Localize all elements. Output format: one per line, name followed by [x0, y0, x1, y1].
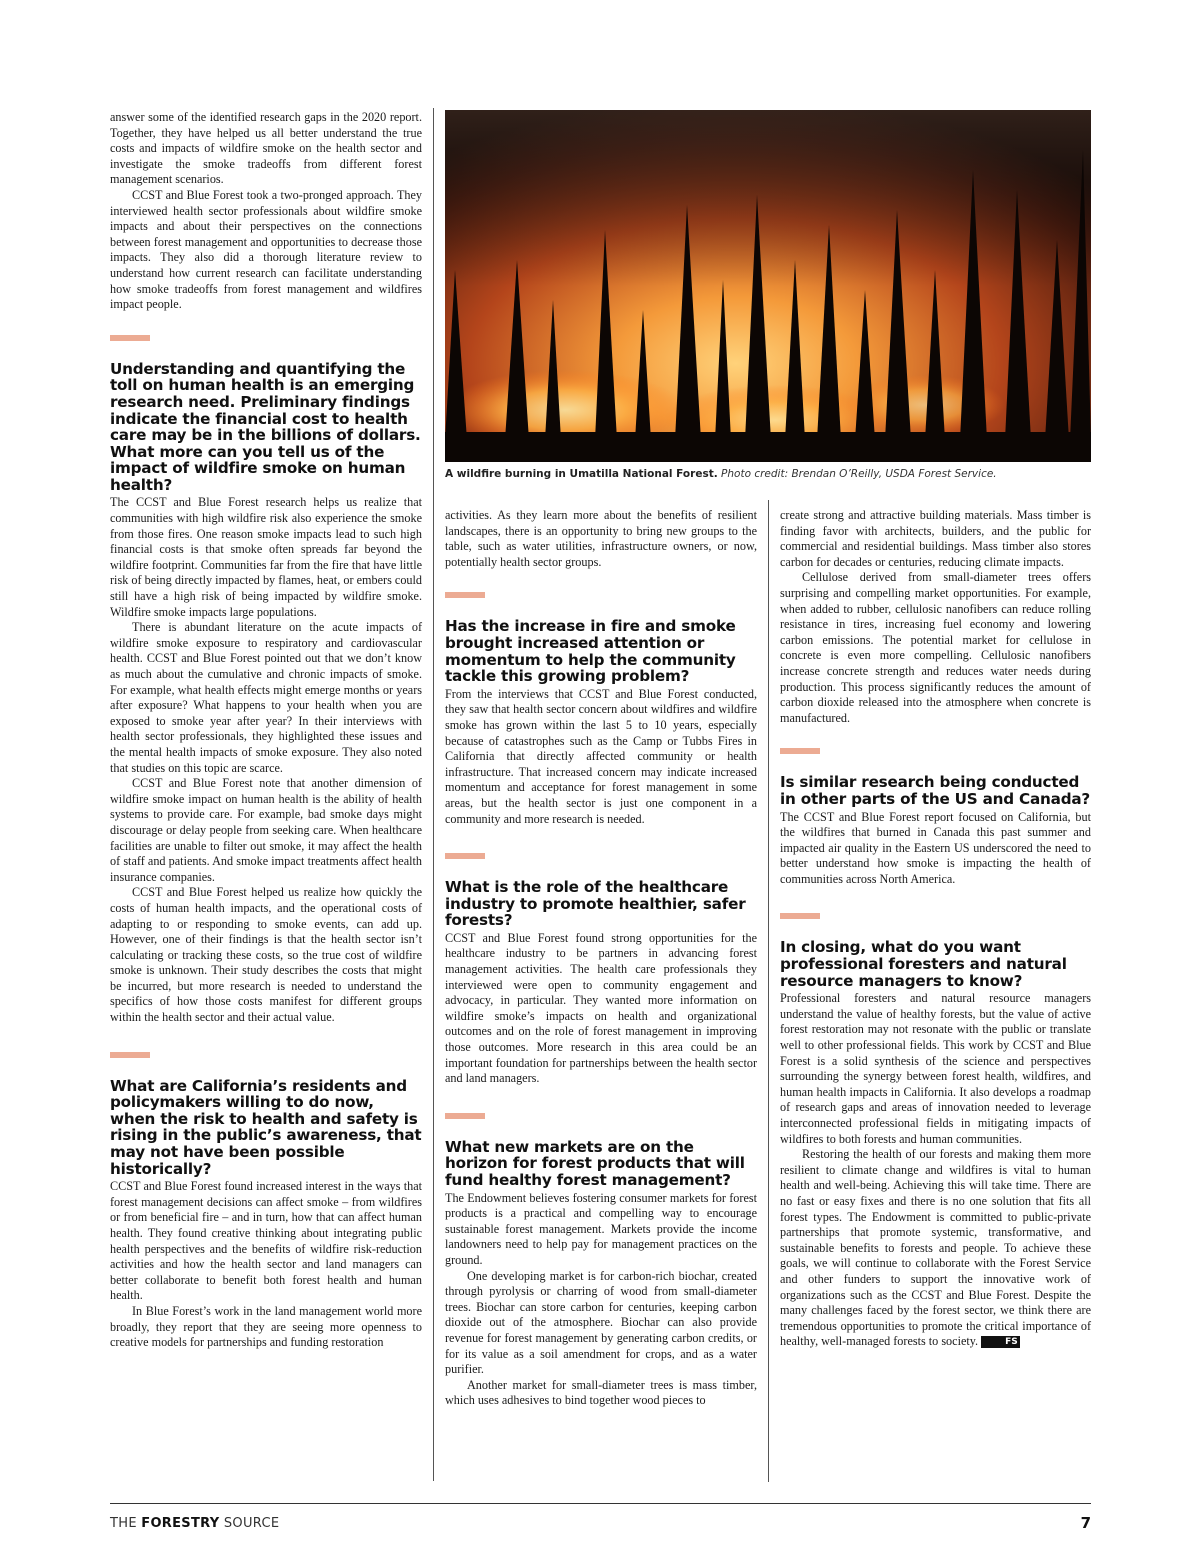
section-accent-bar: [110, 1052, 150, 1058]
body-paragraph: activities. As they learn more about the benefits of resilient landscapes, there is an opportunity to bring new groups to the table, such as water utilities, infrastructure owners, or now, potentially health sector groups.: [445, 508, 757, 569]
section-heading: In closing, what do you want professional foresters and natural resource managers to know?: [780, 938, 1067, 990]
body-paragraph: CCST and Blue Forest helped us realize how quickly the costs of human health impacts, and the operational costs of adapting to or responding to smoke events, can add up. However, one of their findings is that the health sector isn’t calculating or tracking these costs, so the true cost of wildfire smoke is unknown. Their study describes the costs that might be incurred, but more research is needed to understand the specifics of how those costs manifest for different groups within the health sector and their actual value.: [110, 885, 422, 1025]
body-paragraph: CCST and Blue Forest took a two-pronged approach. They interviewed health sector professionals about wildfire smoke impacts and about their perspectives on the connections between forest management and opportunities to decrease those impacts. They also did a thorough literature review to understand how current research can facilitate understanding how smoke tradeoffs from forest management and wildfires impact people.: [110, 187, 422, 312]
brand-bold: FORESTRY: [141, 1516, 220, 1531]
closing-text: Restoring the health of our forests and making them more resilient to climate change and wildfires is vital to human health and well-being. Achieving this will take time. There are no fast or easy fixes and there is no one solution that fits all forest types. The Endowment is committed to public-private partnerships that promote systemic, transformative, and sustainable benefits to forests and people. To achieve these goals, we will continue to collaborate with the Forest Service and other funders to support the innovative work of organizations such as the CCST and Blue Forest. Despite the many challenges faced by the forest sector, we think there are tremendous opportunities to promote the critical importance of healthy, well-managed forests to society.: [780, 1147, 1091, 1349]
wildfire-figure: [445, 110, 1091, 481]
body-paragraph: CCST and Blue Forest note that another dimension of wildfire smoke impact on human health is the ability of health systems to provide care. For example, bad smoke days might discourage or delay people from seeking care. When healthcare facilities are unable to filter out smoke, it may affect the health of staff and patients. And smoke impact treatments affect health insurance companies.: [110, 776, 422, 884]
section-accent-bar: [445, 1113, 485, 1119]
body-paragraph: [780, 1147, 1091, 1350]
body-paragraph: From the interviews that CCST and Blue Forest conducted, they saw that health sector concern about wildfires and wildfire smoke has grown within the last 5 to 10 years, especially because of catastrophes such as the Camp or Tubbs Fires in California that directly affected community or health infrastructure. That increased concern may indicate increased momentum and acceptance for forest management in some areas, but the health sector is just one component in a community and more research is needed.: [445, 686, 757, 826]
footer-rule: [110, 1503, 1091, 1504]
wildfire-photo: [445, 110, 1091, 462]
body-paragraph: There is abundant literature on the acute impacts of wildfire smoke exposure to respiratory and cardiovascular health. CCST and Blue Forest pointed out that we don’t know as much about the cumulative and chronic impacts of smoke. For example, what health effects might emerge months or years after exposure? What happens to your health when you are exposed to smoke year after year? In their interviews with health sector professionals, they highlighted these issues and the mental health impacts of smoke exposure. They also noted that studies on this topic are scarce.: [110, 620, 422, 775]
section-accent-bar: [445, 592, 485, 598]
end-mark-fs: FS: [981, 1336, 1020, 1348]
body-paragraph: Professional foresters and natural resource managers understand the value of healthy forests, but the value of active forest restoration may not resonate with the public or translate well to other professional fields. This work by CCST and Blue Forest is a solid synthesis of the science and perspectives surrounding the synergy between forest health, wildfires, and human health impacts in California. It also develops a roadmap of research gaps and areas of innovation needed to leverage interconnected professional fields in mitigating impacts of wildfires to both forests and human communities.: [780, 991, 1091, 1146]
figure-caption: [445, 468, 1091, 481]
body-paragraph: create strong and attractive building materials. Mass timber is finding favor with architects, builders, and the public for commercial and residential buildings. Mass timber also stores carbon for decades or centuries, reducing climate impacts.: [780, 508, 1091, 569]
section-heading: What new markets are on the horizon for forest products that will fund healthy forest management?: [445, 1137, 745, 1189]
body-paragraph: The CCST and Blue Forest report focused on California, but the wildfires that burned in Canada this past summer and impacted air quality in the Eastern US underscored the need to better understand how smoke is impacting the health of communities across North America.: [780, 809, 1091, 886]
column-3: [780, 508, 1091, 1350]
body-paragraph: Another market for small-diameter trees is mass timber, which uses adhesives to bind together wood pieces to: [445, 1377, 757, 1408]
section-heading: What are California’s residents and policymakers willing to do now, when the risk to health and safety is rising in the public’s awareness, that may not have been possible historically?: [110, 1076, 422, 1178]
column-1: [110, 110, 422, 1351]
section-accent-bar: [110, 335, 150, 341]
column-divider: [433, 108, 434, 1481]
column-2: [445, 508, 757, 1409]
section-heading: What is the role of the healthcare industry to promote healthier, safer forests?: [445, 878, 746, 930]
caption-main: A wildfire burning in Umatilla National Forest.: [445, 468, 718, 480]
body-paragraph: The CCST and Blue Forest research helps us realize that communities with high wildfire risk also experience the smoke from those fires. One reason smoke impacts lead to such high financial costs is that smoke often spreads far beyond the wildfire footprint. Communities far from the fire that have little risk of being directly impacted by flames, heat, or embers could still have a high risk of being impacted by wildfire smoke. Wildfire smoke impacts large populations.: [110, 495, 422, 619]
body-paragraph: Cellulose derived from small-diameter trees offers surprising and compelling market opportunities. For example, when added to rubber, cellulosic nanofibers can reduce rolling resistance in tires, increasing fuel economy and lowering carbon emissions. The potential market for cellulose in concrete is even more compelling. Cellulosic nanofibers increase concrete strength and reduces water needs during production. This process significantly reduces the amount of carbon dioxide released into the atmosphere when concrete is manufactured.: [780, 570, 1091, 725]
column-divider: [768, 500, 769, 1482]
body-paragraph: In Blue Forest’s work in the land management world more broadly, they report that they are seeing more openness to creative models for partnerships and funding restoration: [110, 1303, 422, 1350]
section-accent-bar: [445, 853, 485, 859]
caption-credit: Photo credit: Brendan O’Reilly, USDA Forest Service.: [721, 468, 997, 480]
brand-prefix: THE: [110, 1516, 142, 1531]
publication-name: [110, 1516, 279, 1531]
body-paragraph: answer some of the identified research gaps in the 2020 report. Together, they have helped us all better understand the true costs and impacts of wildfire smoke on the health sector and investigate the smoke tradeoffs from different forest management scenarios.: [110, 110, 422, 187]
section-accent-bar: [780, 748, 820, 754]
body-paragraph: CCST and Blue Forest found strong opportunities for the healthcare industry to be partners in advancing forest management activities. The health care professionals they interviewed were open to community engagement and advocacy, in particular. They wanted more information on wildfire smoke’s impacts on health and organizational outcomes and on the role of forest management in improving those outcomes. More research in this area could be an important foundation for partnerships between the health sector and land managers.: [445, 930, 757, 1086]
section-heading: Understanding and quantifying the toll on human health is an emerging research need. Preliminary findings indicate the financial cost to health care may be in the billions of dollars. What more can you tell us of the impact of wildfire smoke on human health?: [110, 359, 421, 494]
section-heading: Has the increase in fire and smoke brought increased attention or momentum to help the community tackle this growing problem?: [445, 617, 736, 686]
section-heading: Is similar research being conducted in other parts of the US and Canada?: [780, 773, 1091, 808]
brand-suffix: SOURCE: [219, 1516, 280, 1531]
section-accent-bar: [780, 913, 820, 919]
page-number: 7: [1080, 1514, 1091, 1532]
body-paragraph: The Endowment believes fostering consumer markets for forest products is a practical and compelling way to encourage sustainable forest management. Markets provide the income landowners need to help pay for management practices on the ground.: [445, 1190, 757, 1267]
body-paragraph: CCST and Blue Forest found increased interest in the ways that forest management decisions can affect smoke – from wildfires or from beneficial fire – and in turn, how that can affect human health. They found creative thinking about integrating public health perspectives and the benefits of wildfire risk-reduction activities and how the health sector and land managers can better collaborate to benefit both forest health and human health.: [110, 1179, 422, 1303]
body-paragraph: One developing market is for carbon-rich biochar, created through pyrolysis or charring of wood from small-diameter trees. Biochar can store carbon for centuries, keeping carbon dioxide out of the atmosphere. Biochar can also provide revenue for forest management by generating carbon credits, or for its value as a soil amendment for crops, and as a water purifier.: [445, 1268, 757, 1377]
